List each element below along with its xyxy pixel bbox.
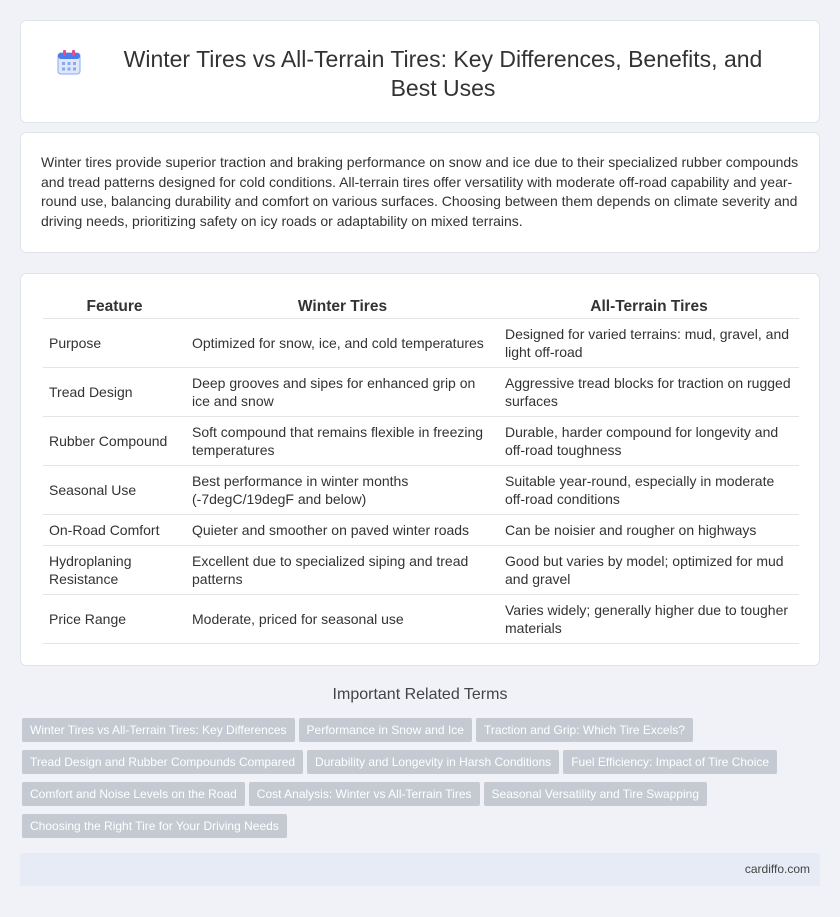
- related-terms-list: [22, 718, 822, 846]
- feature-cell: On-Road Comfort: [43, 515, 186, 546]
- winter-cell: Excellent due to specialized siping and tread patterns: [186, 546, 499, 595]
- related-term-tag[interactable]: Performance in Snow and Ice: [299, 718, 472, 742]
- winter-cell: Soft compound that remains flexible in freezing temperatures: [186, 417, 499, 466]
- table-row: [43, 466, 799, 515]
- table-header-row: [43, 296, 799, 319]
- comparison-table: [43, 296, 799, 644]
- table-row: [43, 595, 799, 644]
- related-term-tag[interactable]: Durability and Longevity in Harsh Conditions: [307, 750, 559, 774]
- all-terrain-cell: Durable, harder compound for longevity and off-road toughness: [499, 417, 799, 466]
- feature-cell: Purpose: [43, 319, 186, 368]
- all-terrain-cell: Good but varies by model; optimized for mud and gravel: [499, 546, 799, 595]
- page-title: Winter Tires vs All-Terrain Tires: Key Differences, Benefits, and Best Uses: [123, 46, 763, 101]
- footer: [20, 853, 820, 886]
- winter-cell: Optimized for snow, ice, and cold temperatures: [186, 319, 499, 368]
- feature-cell: Rubber Compound: [43, 417, 186, 466]
- related-term-tag[interactable]: Tread Design and Rubber Compounds Compared: [22, 750, 303, 774]
- feature-cell: Seasonal Use: [43, 466, 186, 515]
- all-terrain-cell: Suitable year-round, especially in moderate off-road conditions: [499, 466, 799, 515]
- footer-site-link[interactable]: cardiffo.com: [744, 862, 810, 876]
- intro-paragraph: Winter tires provide superior traction and braking performance on snow and ice due to their specialized rubber compounds and tread patterns designed for cold conditions. All-terrain tires offer versatility with moderate off-road capability and year-round use, balancing durability and comfort on various surfaces. Choosing between them depends on climate severity and driving needs, prioritizing safety on icy roads or adaptability on mixed terrains.: [41, 154, 799, 229]
- table-row: [43, 319, 799, 368]
- intro-card: [20, 132, 820, 253]
- feature-cell: Price Range: [43, 595, 186, 644]
- table-row: [43, 546, 799, 595]
- all-terrain-cell: Aggressive tread blocks for traction on rugged surfaces: [499, 368, 799, 417]
- winter-cell: Quieter and smoother on paved winter roads: [186, 515, 499, 546]
- related-term-tag[interactable]: Seasonal Versatility and Tire Swapping: [484, 782, 707, 806]
- calendar-icon: [57, 49, 81, 75]
- comparison-card: [20, 273, 820, 666]
- all-terrain-cell: Designed for varied terrains: mud, gravel, and light off-road: [499, 319, 799, 368]
- header-winter-tires: Winter Tires: [186, 296, 499, 319]
- related-term-tag[interactable]: Choosing the Right Tire for Your Driving Needs: [22, 814, 287, 838]
- table-row: [43, 515, 799, 546]
- feature-cell: Tread Design: [43, 368, 186, 417]
- related-term-tag[interactable]: Fuel Efficiency: Impact of Tire Choice: [563, 750, 777, 774]
- all-terrain-cell: Can be noisier and rougher on highways: [499, 515, 799, 546]
- related-term-tag[interactable]: Traction and Grip: Which Tire Excels?: [476, 718, 693, 742]
- winter-cell: Best performance in winter months (-7degC/19degF and below): [186, 466, 499, 515]
- all-terrain-cell: Varies widely; generally higher due to tougher materials: [499, 595, 799, 644]
- feature-cell: Hydroplaning Resistance: [43, 546, 186, 595]
- header-feature: Feature: [43, 296, 186, 319]
- table-row: [43, 368, 799, 417]
- table-row: [43, 417, 799, 466]
- related-term-tag[interactable]: Comfort and Noise Levels on the Road: [22, 782, 245, 806]
- header-card: [20, 20, 820, 123]
- winter-cell: Deep grooves and sipes for enhanced grip on ice and snow: [186, 368, 499, 417]
- header-all-terrain-tires: All-Terrain Tires: [499, 296, 799, 319]
- related-term-tag[interactable]: Winter Tires vs All-Terrain Tires: Key Differences: [22, 718, 295, 742]
- winter-cell: Moderate, priced for seasonal use: [186, 595, 499, 644]
- related-term-tag[interactable]: Cost Analysis: Winter vs All-Terrain Tires: [249, 782, 480, 806]
- related-terms-heading: Important Related Terms: [332, 686, 508, 703]
